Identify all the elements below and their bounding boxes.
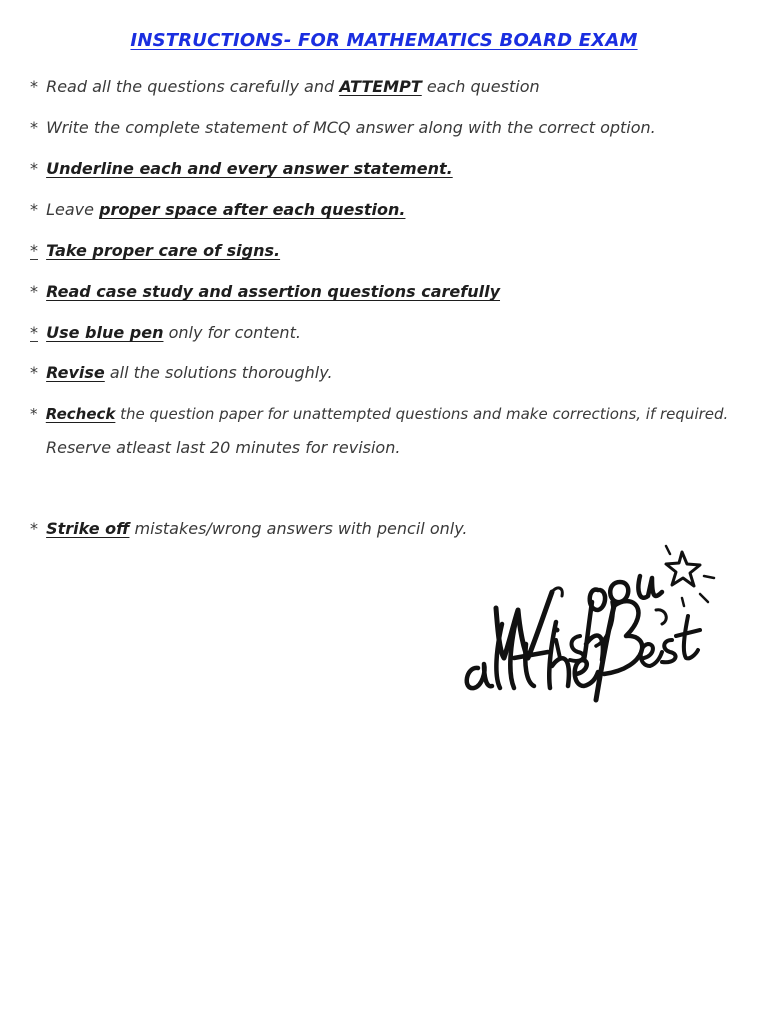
item-emphasis: ATTEMPT xyxy=(339,77,422,96)
bullet: * xyxy=(30,200,38,219)
instruction-item-signs xyxy=(30,241,280,261)
recheck-continuation: Reserve atleast last 20 minutes for revision. xyxy=(46,438,401,457)
bullet: * xyxy=(30,159,38,178)
item-text: all the solutions thoroughly. xyxy=(104,363,333,382)
instruction-item-mcq xyxy=(30,118,656,138)
item-text: only for content. xyxy=(163,323,301,342)
instruction-item-recheck xyxy=(30,404,728,424)
item-emphasis: Take proper care of signs. xyxy=(46,241,281,260)
item-emphasis: Read case study and assertion questions carefully xyxy=(46,282,501,301)
instruction-item-revise xyxy=(30,363,333,383)
item-text: Write the complete statement of MCQ answer along with the correct option. xyxy=(46,118,656,137)
bullet: * xyxy=(30,282,38,301)
bullet: * xyxy=(30,118,38,137)
bullet: * xyxy=(30,405,38,423)
item-text: Read all the questions carefully and xyxy=(46,77,340,96)
instruction-item-underline xyxy=(30,159,453,179)
bullet: * xyxy=(30,241,38,260)
instruction-item-case-study xyxy=(30,282,500,302)
item-emphasis: Strike off xyxy=(46,519,130,538)
instruction-item-attempt xyxy=(30,77,540,97)
item-text: Leave xyxy=(46,200,100,219)
item-text: the question paper for unattempted questions and make corrections, if required. xyxy=(115,405,729,423)
instruction-item-strike-off xyxy=(30,519,468,539)
item-text: mistakes/wrong answers with pencil only. xyxy=(129,519,468,538)
bullet: * xyxy=(30,363,38,382)
item-emphasis: Underline each and every answer statement. xyxy=(46,159,453,178)
item-text: each question xyxy=(421,77,540,96)
item-emphasis: Recheck xyxy=(45,405,116,423)
wish-you-all-the-best-lettering xyxy=(456,540,726,705)
item-emphasis: proper space after each question. xyxy=(99,200,406,219)
bullet: * xyxy=(30,519,38,538)
bullet: * xyxy=(30,323,38,342)
bullet: * xyxy=(30,77,38,96)
item-emphasis: Use blue pen xyxy=(46,323,164,342)
page-title: INSTRUCTIONS- FOR MATHEMATICS BOARD EXAM xyxy=(130,30,638,51)
item-emphasis: Revise xyxy=(46,363,105,382)
instruction-item-blue-pen xyxy=(30,323,301,343)
instruction-item-space xyxy=(30,200,405,220)
